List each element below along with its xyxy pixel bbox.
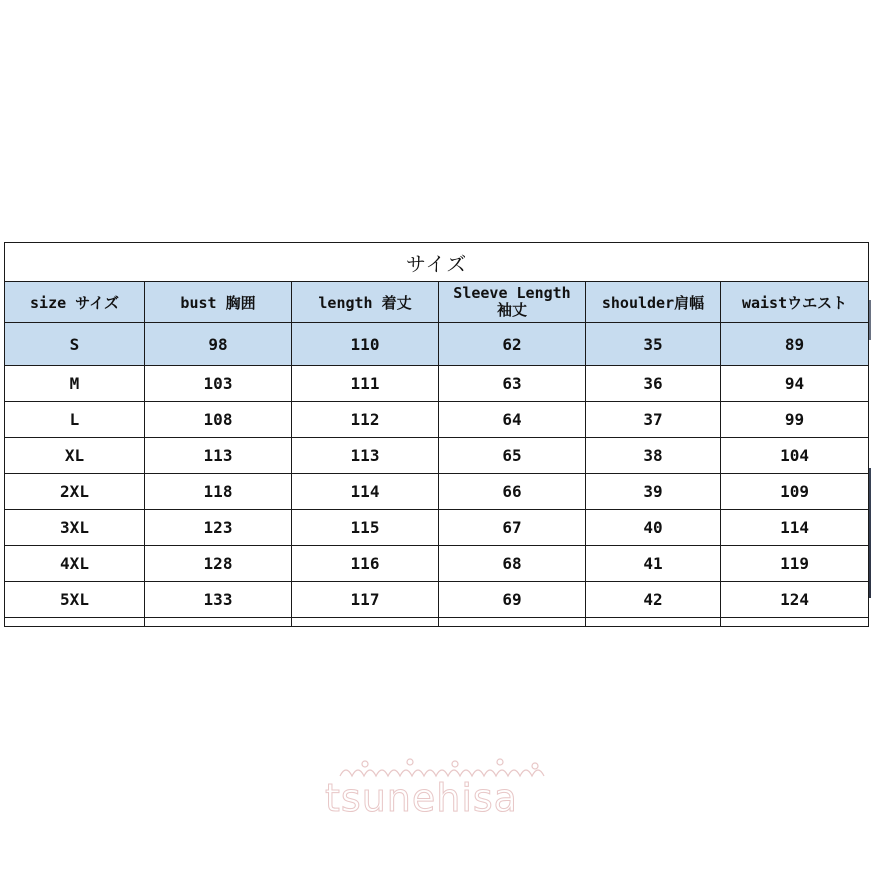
cell-bust: 113 [145,438,292,474]
cell-sleeve-length: 66 [439,474,586,510]
cell-sleeve-length: 69 [439,582,586,618]
table-row [5,323,869,366]
cell-length: 115 [292,510,439,546]
table-row [5,402,869,438]
table-row [5,474,869,510]
header-bust: bust 胸囲 [145,282,292,323]
cell-sleeve-length: 65 [439,438,586,474]
watermark-logo [325,756,555,826]
table-row [5,366,869,402]
cell-shoulder: 40 [586,510,721,546]
cell-length: 116 [292,546,439,582]
cell-size: XL [5,438,145,474]
table-row [5,582,869,618]
cell-sleeve-length: 63 [439,366,586,402]
table-row [5,546,869,582]
cell-waist: 104 [721,438,869,474]
cell-sleeve-length: 64 [439,402,586,438]
cell-sleeve-length: 67 [439,510,586,546]
cell-length: 113 [292,438,439,474]
cell-size: 2XL [5,474,145,510]
cell-bust: 108 [145,402,292,438]
table-row-cut-off [5,618,869,627]
cell-length: 112 [292,402,439,438]
cell-size: M [5,366,145,402]
cell-length: 114 [292,474,439,510]
cell-shoulder: 41 [586,546,721,582]
cell-bust: 118 [145,474,292,510]
cell-size: 3XL [5,510,145,546]
header-sleeve-length-ja: 袖丈 [496,301,527,319]
cell-bust: 128 [145,546,292,582]
cell-waist: 94 [721,366,869,402]
header-size: size サイズ [5,282,145,323]
cell-size: 4XL [5,546,145,582]
cell-size: 5XL [5,582,145,618]
header-shoulder: shoulder肩幅 [586,282,721,323]
cell-length: 111 [292,366,439,402]
size-chart-table [4,242,869,627]
cell-size: S [5,323,145,366]
table-row [5,438,869,474]
cell-shoulder: 42 [586,582,721,618]
table-header-row [5,282,869,323]
table-title: サイズ [5,243,869,282]
cell-bust: 103 [145,366,292,402]
cell-bust: 98 [145,323,292,366]
table-row [5,510,869,546]
cell-waist: 114 [721,510,869,546]
cell-length: 110 [292,323,439,366]
watermark-text: tsunehisa [325,776,518,820]
cell-waist: 119 [721,546,869,582]
header-sleeve-length [439,282,586,323]
cell-bust: 133 [145,582,292,618]
header-waist: waistウエスト [721,282,869,323]
cell-waist: 89 [721,323,869,366]
cell-bust: 123 [145,510,292,546]
cell-sleeve-length: 62 [439,323,586,366]
cell-shoulder: 39 [586,474,721,510]
cell-shoulder: 36 [586,366,721,402]
header-sleeve-length-en: Sleeve Length [453,284,571,302]
header-length: length 着丈 [292,282,439,323]
table-title-row [5,243,869,282]
cell-sleeve-length: 68 [439,546,586,582]
cell-shoulder: 35 [586,323,721,366]
cell-length: 117 [292,582,439,618]
cell-shoulder: 38 [586,438,721,474]
cell-size: L [5,402,145,438]
cell-waist: 124 [721,582,869,618]
cell-shoulder: 37 [586,402,721,438]
cell-waist: 99 [721,402,869,438]
cell-waist: 109 [721,474,869,510]
